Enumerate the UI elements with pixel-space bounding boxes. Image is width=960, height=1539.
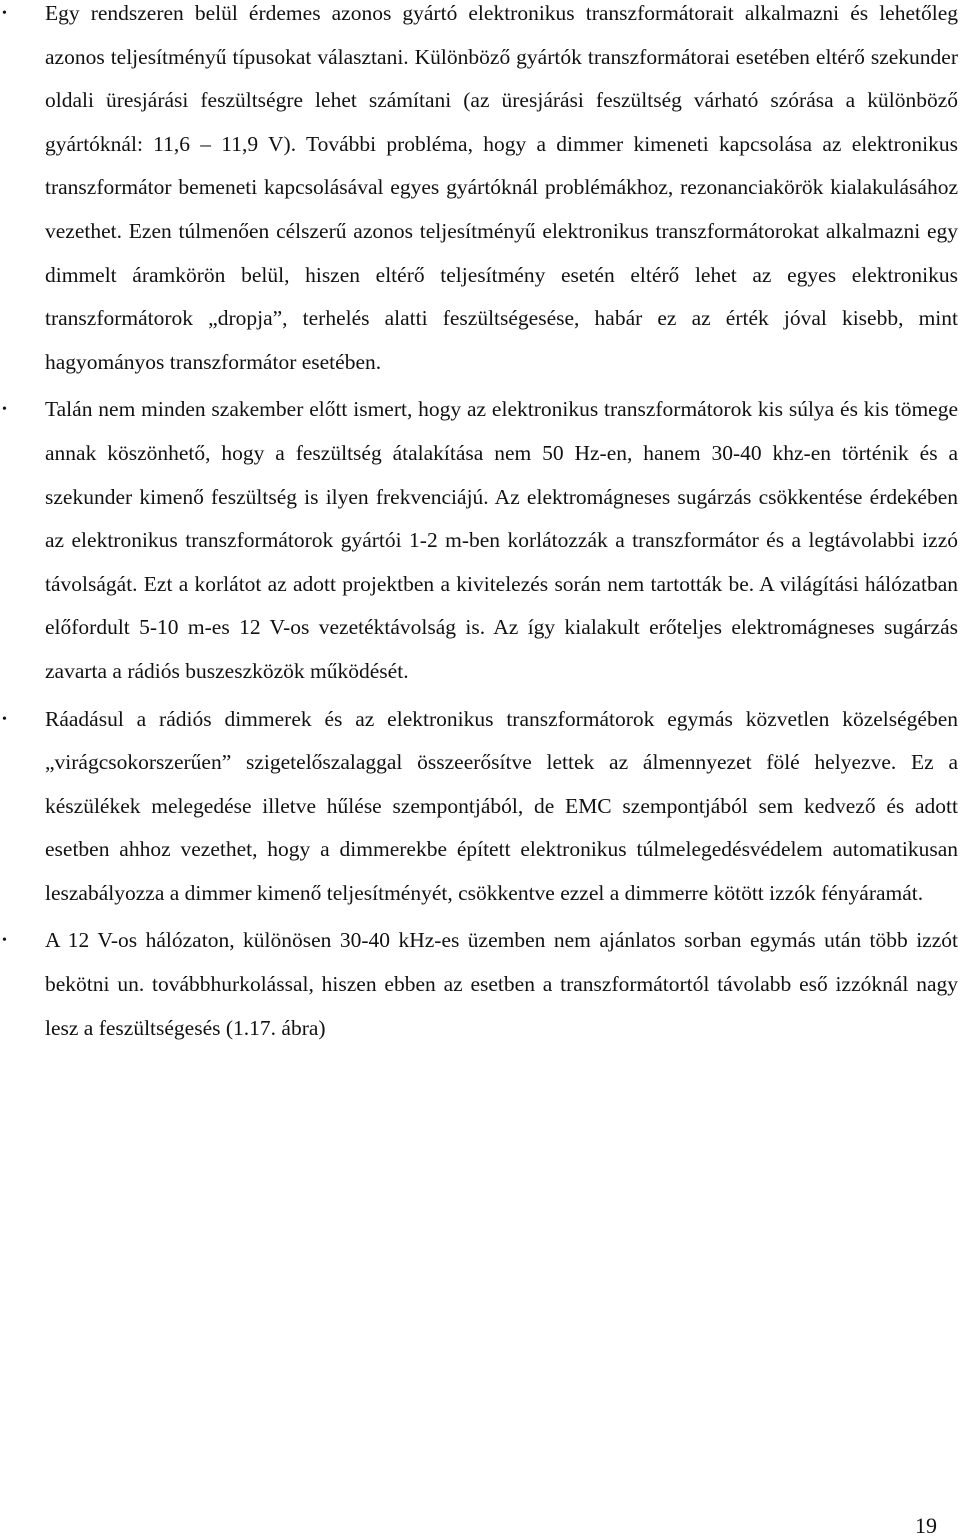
bullet-icon: •: [2, 6, 7, 21]
bullet-icon: •: [2, 402, 7, 418]
list-item: [0, 698, 960, 916]
bullet-icon: •: [2, 711, 7, 727]
list-item: [0, 919, 960, 1050]
paragraph-text: A 12 V-os hálózaton, különösen 30-40 kHz-es üzemben nem ajánlatos sorban egymás után több izzót bekötni un. továbbhurkolással, hiszen ebben az esetben a transzformátortól távolabb eső izzóknál nagy lesz a feszültségesés (1.17. ábra): [45, 928, 958, 1040]
paragraph-text: Talán nem minden szakember előtt ismert, hogy az elektronikus transzformátorok kis súlya és kis tömege annak köszönhető, hogy a feszültség átalakítása nem 50 Hz-en, hanem 30-40 khz-en történik és a szekunder kimenő feszültség is ilyen frekvenciájú. Az elektromágneses sugárzás csökkentése érdekében az elektronikus transzformátorok gyártói 1-2 m-ben korlátozzák a transzformátor és a legtávolabbi izzó távolságát. Ezt a korlátot az adott projektben a kivitelezés során nem tartották be. A világítási hálózatban előfordult 5-10 m-es 12 V-os vezetéktávolság is. Az így kialakult erőteljes elektromágneses sugárzás zavarta a rádiós buszeszközök működését.: [45, 397, 958, 683]
page-number: 19: [915, 1513, 937, 1538]
list-item: [0, 0, 960, 384]
paragraph-text: Ráadásul a rádiós dimmerek és az elektronikus transzformátorok egymás közvetlen közelségében „virágcsokorszerűen” szigetelőszalaggal összeerősítve lettek az álmennyezet fölé helyezve. Ez a készülékek melegedése illetve hűlése szempontjából, de EMC szempontjából sem kedvező és adott esetben ahhoz vezethet, hogy a dimmerekbe épített elektronikus túlmelegedésvédelem automatikusan leszabályozza a dimmer kimenő teljesítményét, csökkentve ezzel a dimmerre kötött izzók fényáramát.: [45, 706, 958, 905]
bullet-icon: •: [2, 933, 7, 949]
list-item: [0, 388, 960, 693]
paragraph-text: Egy rendszeren belül érdemes azonos gyártó elektronikus transzformátorait alkalmazni és lehetőleg azonos teljesítményű típusokat választani. Különböző gyártók transzformátorai esetében eltérő szekunder oldali üresjárási feszültségre lehet számítani (az üresjárási feszültség várható szórása a különböző gyártóknál: 11,6 – 11,9 V). További probléma, hogy a dimmer kimeneti kapcsolása az elektronikus transzformátor bemeneti kapcsolásával egyes gyártóknál problémákhoz, rezonanciakörök kialakulásához vezethet. Ezen túlmenően célszerű azonos teljesítményű elektronikus transzformátorokat alkalmazni egy dimmelt áramkörön belül, hiszen eltérő teljesítmény esetén eltérő lehet az egyes elektronikus transzformátorok „dropja”, terhelés alatti feszültségesése, habár ez az érték jóval kisebb, mint hagyományos transzformátor esetében.: [45, 1, 958, 374]
